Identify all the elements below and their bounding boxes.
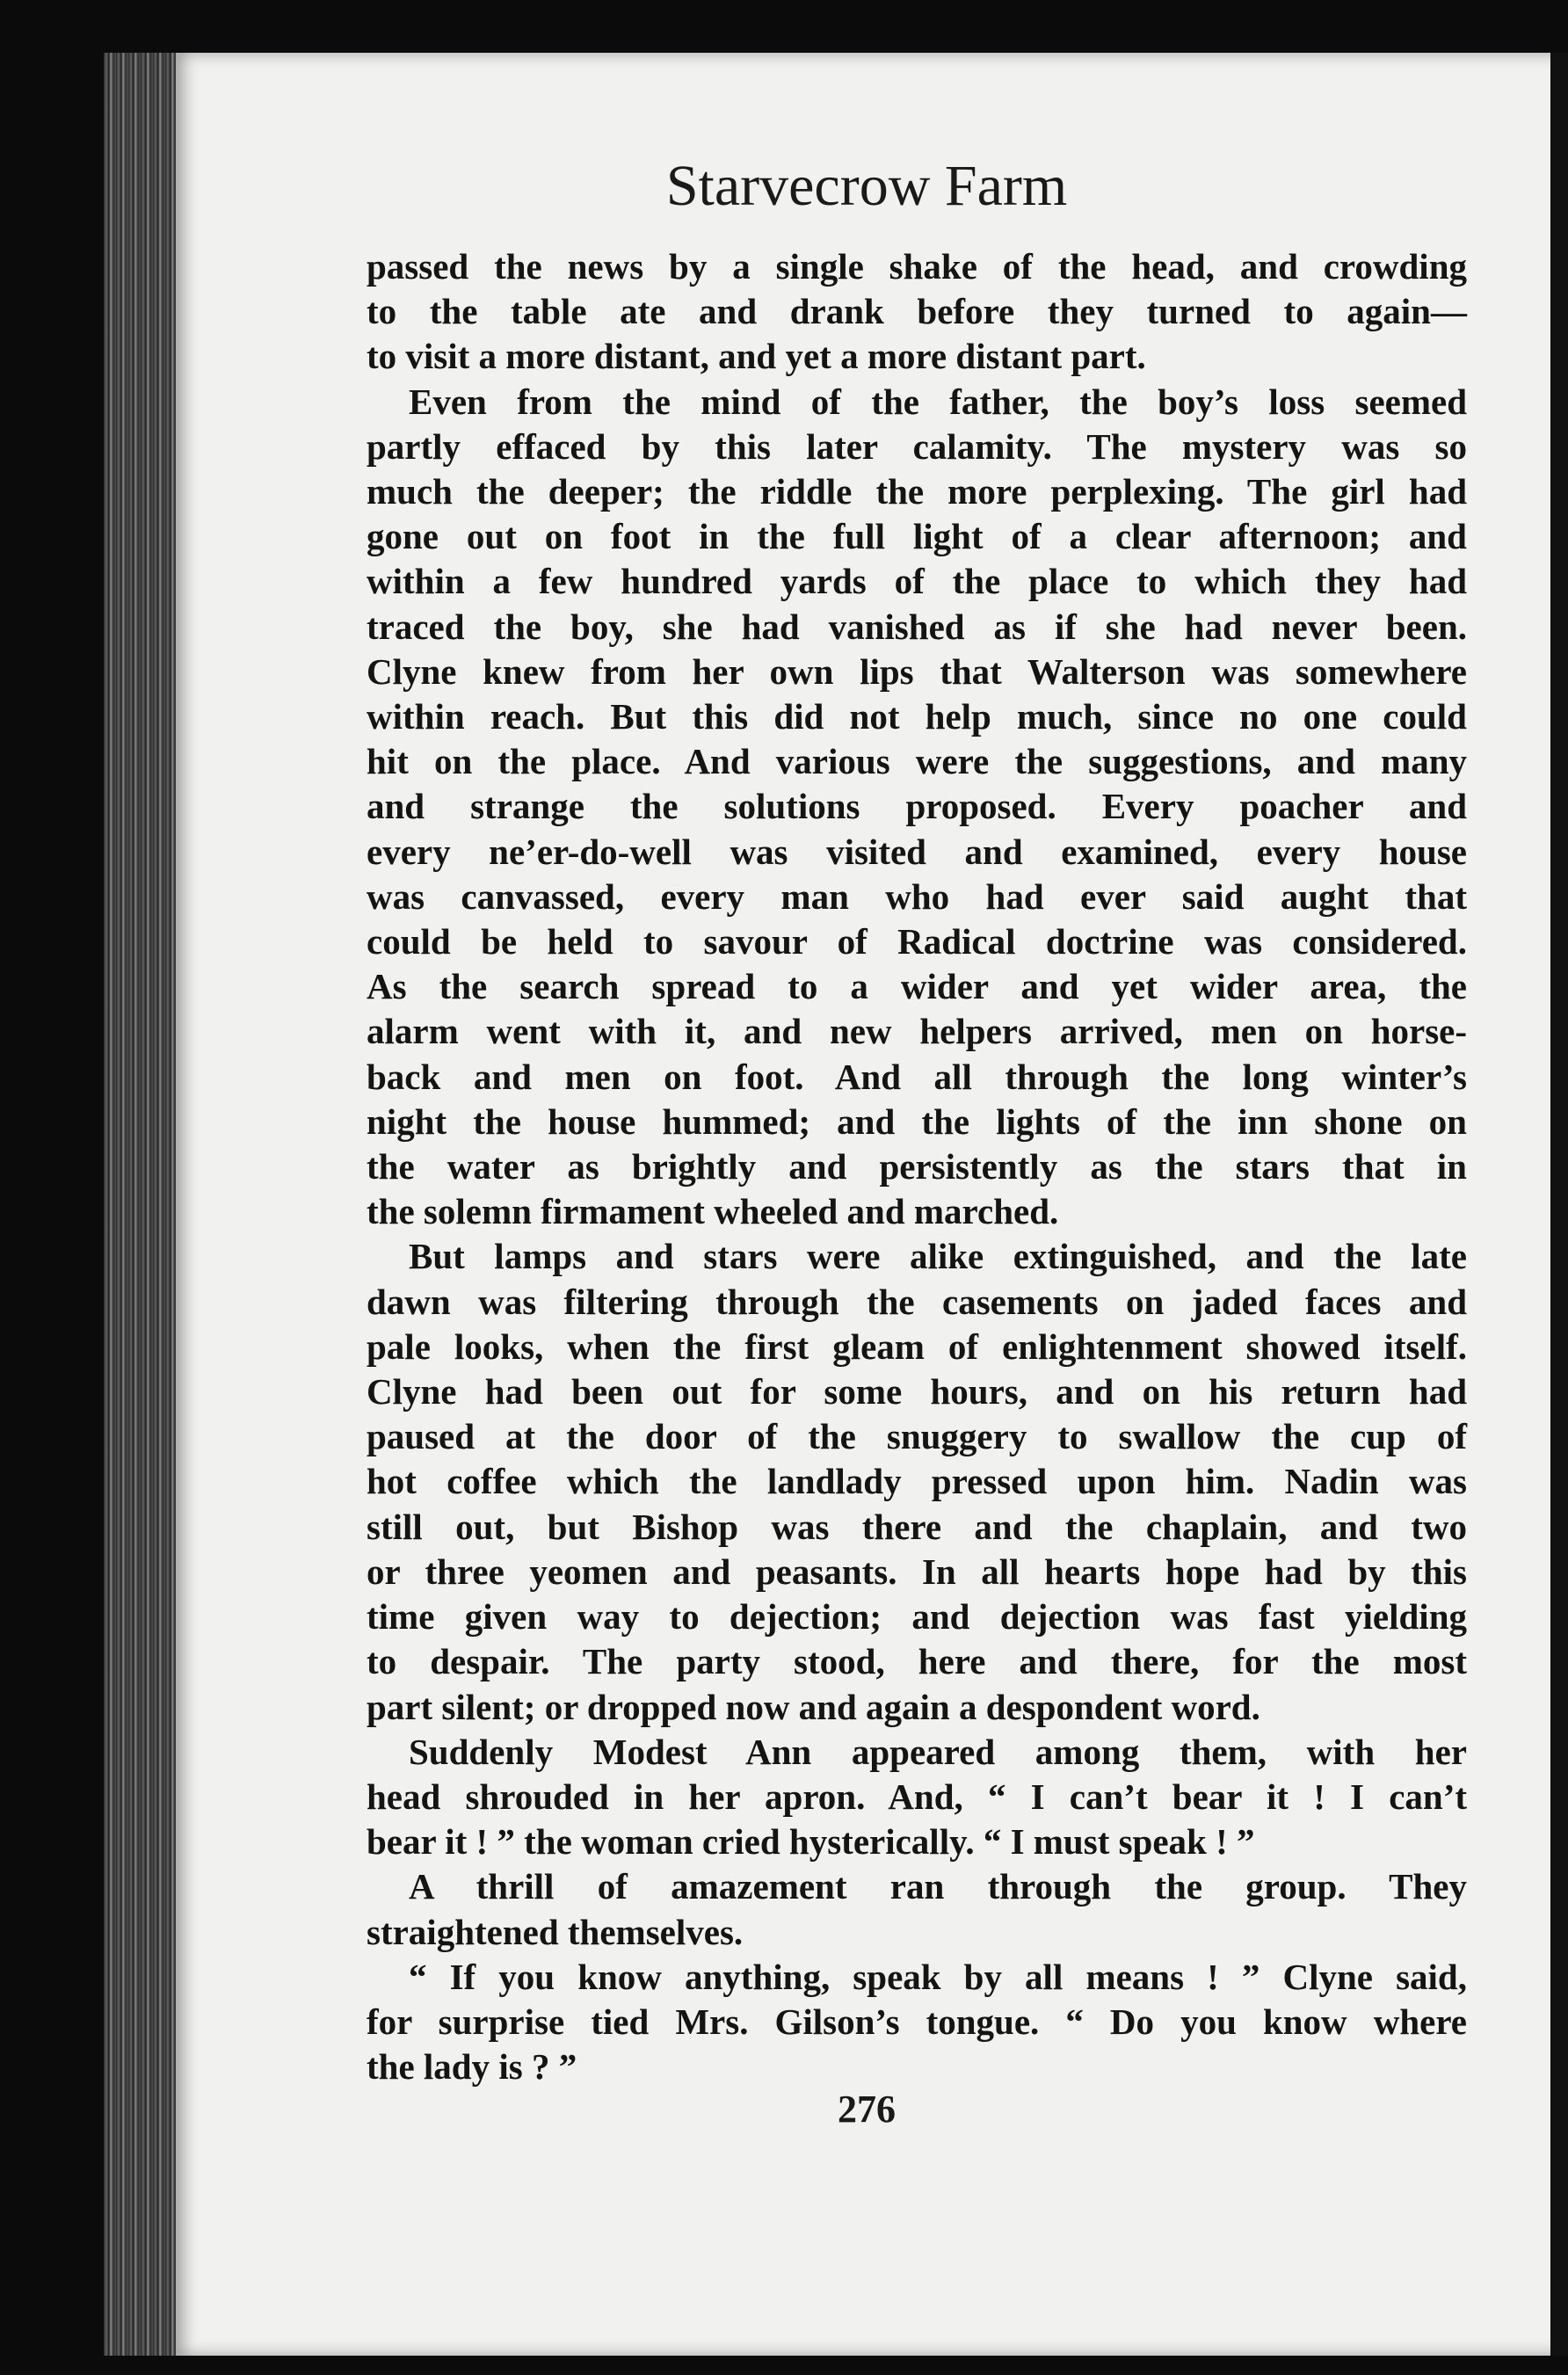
body-text (367, 244, 1467, 2089)
text-line: the solemn firmament wheeled and marched. (367, 1191, 1059, 1232)
text-line: much the deeper; the riddle the more perplexing. The girl had (367, 471, 1467, 512)
text-line: or three yeomen and peasants. In all hearts hope had by this (367, 1551, 1467, 1592)
text-line: alarm went with it, and new helpers arrived, men on horse- (367, 1011, 1467, 1052)
text-line: hot coffee which the landlady pressed upon him. Nadin was (367, 1461, 1467, 1502)
paragraph (367, 1730, 1467, 1865)
text-line: passed the news by a single shake of the head, and crowding (367, 246, 1467, 287)
paragraph (367, 380, 1467, 1235)
text-line: the water as brightly and persistently as the stars that in (367, 1146, 1467, 1188)
text-line: every ne’er-do-well was visited and examined, every house (367, 831, 1467, 872)
running-head-title: Starvecrow Farm (665, 154, 1068, 218)
text-line: paused at the door of the snuggery to swallow the cup of (367, 1416, 1467, 1457)
text-line: within a few hundred yards of the place to which they had (367, 561, 1467, 602)
text-line: for surprise tied Mrs. Gilson’s tongue. “ Do you know where (367, 2001, 1467, 2042)
text-line: pale looks, when the first gleam of enlightenment showed itself. (367, 1325, 1467, 1367)
text-line: As the search spread to a wider and yet wider area, the (367, 966, 1467, 1007)
text-line: to the table ate and drank before they turned to again— (367, 291, 1467, 332)
text-line: night the house hummed; and the lights of the inn shone on (367, 1100, 1467, 1142)
text-line: gone out on foot in the full light of a clear afternoon; and (367, 516, 1467, 557)
text-line: Suddenly Modest Ann appeared among them, with her (409, 1731, 1467, 1772)
text-line: back and men on foot. And all through the long winter’s (367, 1056, 1467, 1097)
text-line: part silent; or dropped now and again a despondent word. (367, 1686, 1260, 1727)
text-line: could be held to savour of Radical doctrine was considered. (367, 921, 1467, 962)
text-line: was canvassed, every man who had ever said aught that (367, 875, 1467, 917)
text-line: within reach. But this did not help much, since no one could (367, 696, 1467, 737)
text-line: Even from the mind of the father, the boy’s loss seemed (409, 381, 1467, 422)
text-line: the lady is ? ” (367, 2046, 577, 2088)
text-line: to visit a more distant, and yet a more distant part. (367, 336, 1146, 377)
text-line: hit on the place. And various were the suggestions, and many (367, 741, 1467, 782)
page-right-edge (1550, 53, 1568, 2356)
paragraph (367, 1955, 1467, 2090)
text-line: and strange the solutions proposed. Every poacher and (367, 786, 1467, 827)
text-line: A thrill of amazement ran through the group. They (409, 1866, 1467, 1907)
paragraph (367, 244, 1467, 380)
text-line: head shrouded in her apron. And, “ I can’t bear it ! I can’t (367, 1776, 1467, 1817)
text-line: still out, but Bishop was there and the chaplain, and two (367, 1506, 1467, 1547)
text-line: partly effaced by this later calamity. The mystery was so (367, 425, 1467, 467)
text-line: Clyne had been out for some hours, and on his return had (367, 1371, 1467, 1413)
paragraph (367, 1864, 1467, 1954)
text-line: Clyne knew from her own lips that Walterson was somewhere (367, 650, 1467, 692)
text-line: time given way to dejection; and dejection was fast yielding (367, 1596, 1467, 1638)
text-line: “ If you know anything, speak by all means ! ” Clyne said, (409, 1956, 1467, 1997)
paragraph (367, 1234, 1467, 1729)
text-line: But lamps and stars were alike extinguished, and the late (409, 1236, 1467, 1277)
text-line: straightened themselves. (367, 1911, 744, 1952)
text-line: to despair. The party stood, here and there, for the most (367, 1641, 1467, 1682)
text-line: dawn was filtering through the casements on jaded faces and (367, 1281, 1467, 1322)
text-line: bear it ! ” the woman cried hysterically. “ I must speak ! ” (367, 1821, 1255, 1863)
page-number: 276 (838, 2088, 896, 2131)
text-line: traced the boy, she had vanished as if she had never been. (367, 606, 1467, 647)
